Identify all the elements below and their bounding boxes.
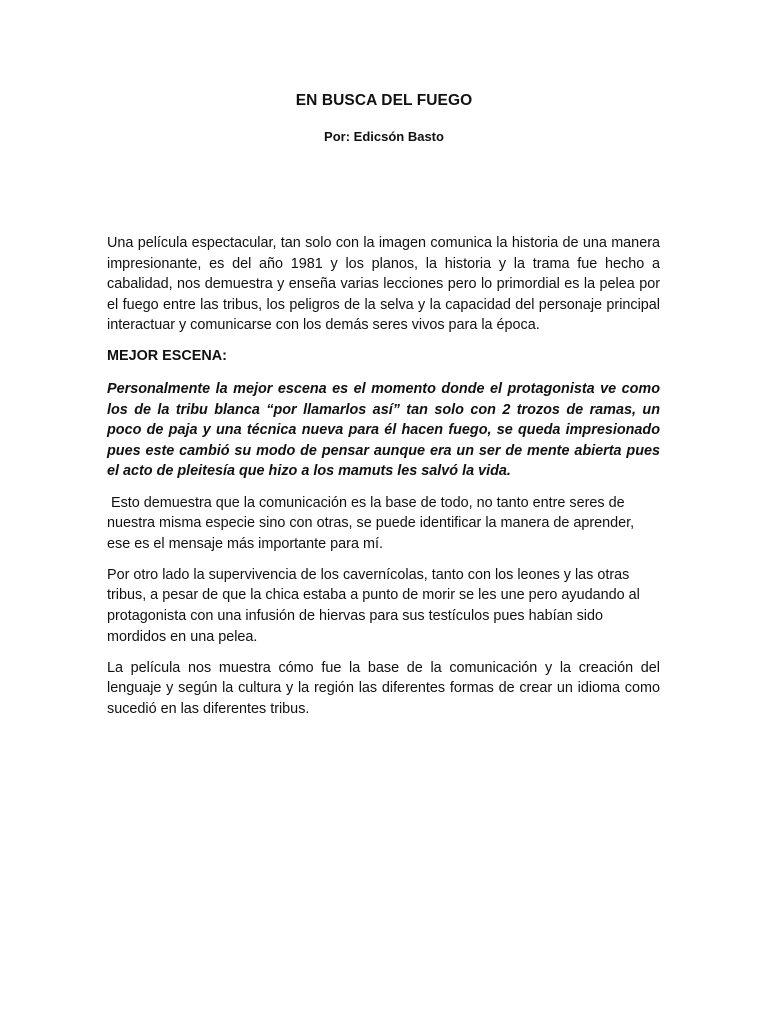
conclusion-paragraph: La película nos muestra cómo fue la base de la comunicación y la creación del lenguaje y según la cultura y la región las diferentes formas de crear un idioma como sucedió en las diferentes tribus. xyxy=(107,659,660,717)
intro-paragraph: Una película espectacular, tan solo con la imagen comunica la historia de una manera impresionante, es del año 1981 y los planos, la historia y la trama fue hecho a cabalidad, nos demuestra y enseña varias lecciones pero lo primordial es la pelea por el fuego entre las tribus, los peligros de la selva y la capacidad del personaje principal interactuar y comunicarse con los demás seres vivos para la época. xyxy=(107,235,660,334)
survival-paragraph: Por otro lado la supervivencia de los cavernícolas, tanto con los leones y las otras tribus, a pesar de que la chica estaba a punto de morir se les une pero ayudando al protagonista con una infusión de hiervas para sus testículos pues habían sido mordidos en una pelea. xyxy=(107,566,640,645)
document-author: Por: Edicsón Basto xyxy=(324,129,444,144)
best-scene-paragraph: Personalmente la mejor escena es el momento donde el protagonista ve como los de la tribu blanca “por llamarlos así” tan solo con 2 trozos de ramas, un poco de paja y una técnica nueva para él hacen fuego, se queda impresionado pues este cambió su modo de pensar aunque era un ser de mente abierta pues el acto de pleitesía que hizo a los mamuts les salvó la vida. xyxy=(107,381,660,480)
document-title: EN BUSCA DEL FUEGO xyxy=(295,92,473,109)
document-body xyxy=(107,233,660,730)
section-heading: MEJOR ESCENA: xyxy=(107,348,227,365)
communication-paragraph: Esto demuestra que la comunicación es la base de todo, no tanto entre seres de nuestra misma especie sino con otras, se puede identificar la manera de aprender, ese es el mensaje más importante para mí. xyxy=(107,494,639,552)
